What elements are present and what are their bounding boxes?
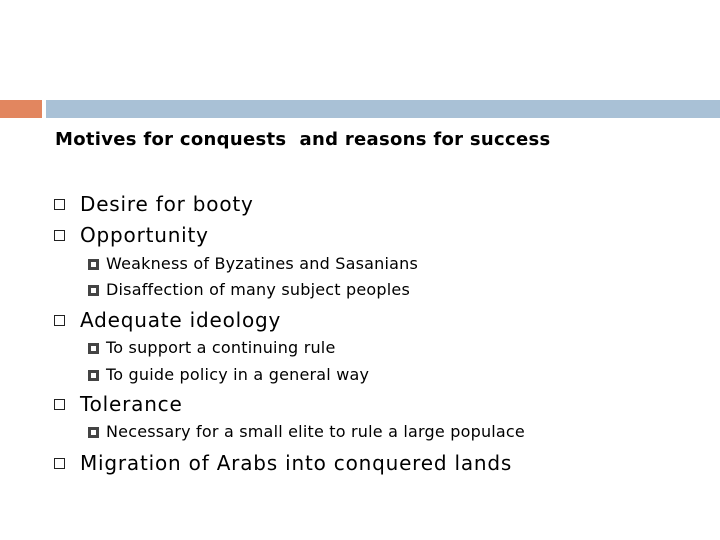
bullet-text: Opportunity <box>80 223 209 247</box>
filled-square-bullet-icon <box>88 427 99 438</box>
filled-square-bullet-icon <box>88 370 99 381</box>
filled-square-bullet-icon <box>88 259 99 270</box>
sub-bullet-text: To guide policy in a general way <box>106 365 370 384</box>
bullet-text: Tolerance <box>80 392 183 416</box>
sub-bullet-text: Necessary for a small elite to rule a large populace <box>106 422 525 441</box>
sub-bullet-text: Weakness of Byzatines and Sasanians <box>106 254 418 273</box>
filled-square-bullet-icon <box>88 343 99 354</box>
slide-title: Motives for conquests and reasons for success <box>55 129 551 150</box>
sub-bullet-text: To support a continuing rule <box>106 338 336 357</box>
hollow-square-bullet-icon <box>54 230 65 241</box>
bullet-text: Migration of Arabs into conquered lands <box>80 451 513 475</box>
hollow-square-bullet-icon <box>54 199 65 210</box>
filled-square-bullet-icon <box>88 285 99 296</box>
bullet-text: Adequate ideology <box>80 308 282 332</box>
hollow-square-bullet-icon <box>54 315 65 326</box>
hollow-square-bullet-icon <box>54 399 65 410</box>
hollow-square-bullet-icon <box>54 458 65 469</box>
accent-bar <box>0 100 42 118</box>
header-bar <box>46 100 720 118</box>
bullet-text: Desire for booty <box>80 192 254 216</box>
sub-bullet-text: Disaffection of many subject peoples <box>106 280 410 299</box>
